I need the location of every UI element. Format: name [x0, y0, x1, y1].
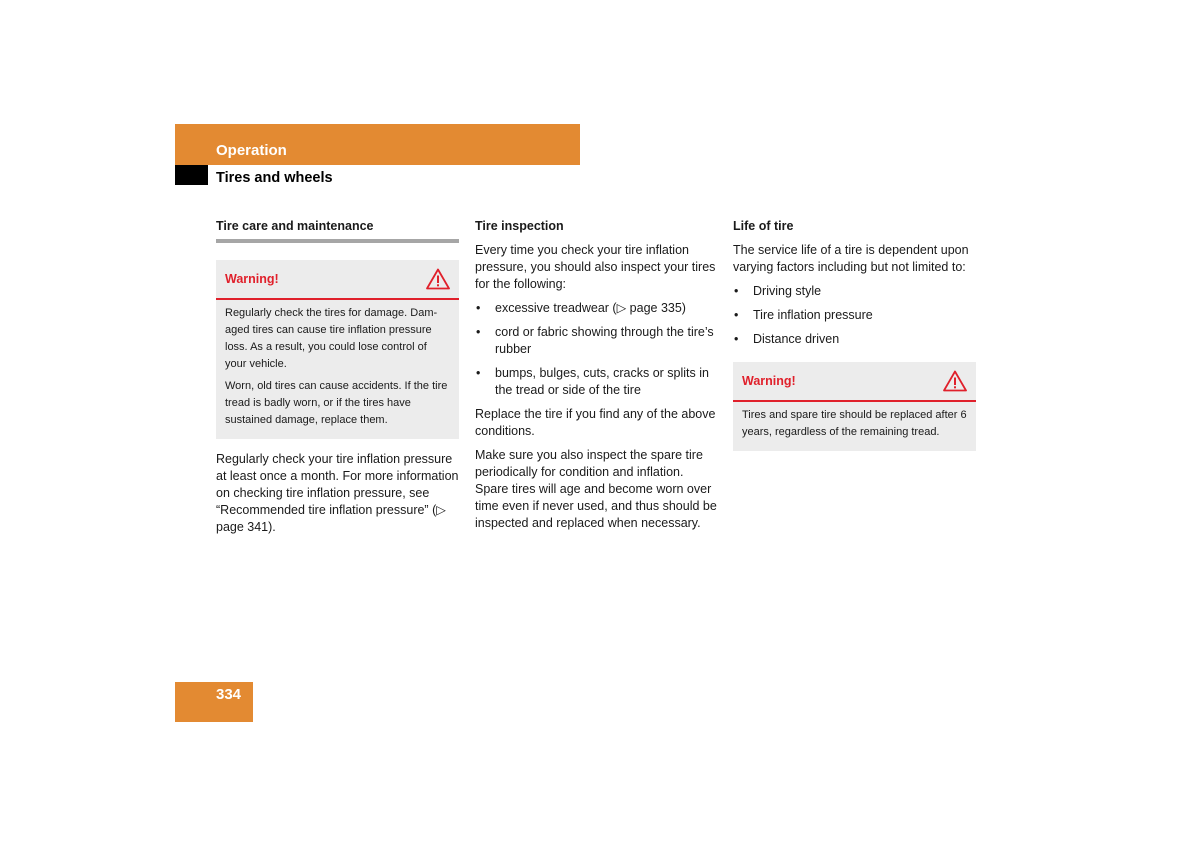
warning-paragraph: Worn, old tires can cause accidents. If the tire tread is badly worn, or if the tires have sustained damage, replace them.: [225, 380, 448, 426]
list-item: • Distance driven: [733, 331, 976, 348]
body-paragraph: Every time you check your tire inflation pressure, you should also inspect your tires for the following:: [475, 243, 716, 291]
warning-paragraph: Tires and spare tire should be replaced after 6 years, regardless of the remaining tread.: [742, 409, 967, 438]
warning-triangle-icon: [426, 268, 450, 290]
warning-header: [733, 362, 976, 402]
column-tire-inspection: [475, 218, 718, 539]
list-item: • Tire inflation pressure: [733, 307, 976, 324]
heading-tire-care: Tire care and maintenance: [216, 218, 459, 243]
warning-label: Warning!: [225, 271, 279, 286]
subsection-marker: [175, 165, 208, 185]
list-item: • cord or fabric showing through the tire’s rubber: [475, 324, 718, 358]
column-life-of-tire: [733, 218, 976, 463]
heading-life-of-tire: Life of tire: [733, 219, 794, 233]
subsection-title: Tires and wheels: [216, 170, 333, 186]
page-number: 334: [216, 686, 242, 703]
body-paragraph: The service life of a tire is dependent upon varying factors including but not limited to:: [733, 243, 969, 274]
heading-tire-inspection: Tire inspection: [475, 219, 564, 233]
warning-paragraph: Regularly check the tires for damage. Damaged tires can cause tire inflation pressure loss. As a result, you could lose control of your vehicle.: [225, 307, 438, 370]
warning-body: [216, 300, 459, 439]
list-item: • Driving style: [733, 283, 976, 300]
warning-box: [733, 362, 976, 451]
body-paragraph: Replace the tire if you find any of the above conditions.: [475, 407, 716, 438]
section-title: Operation: [216, 142, 287, 159]
inspection-list: [475, 300, 718, 399]
list-item: • bumps, bulges, cuts, cracks or splits in the tread or side of the tire: [475, 365, 718, 399]
warning-box: [216, 260, 459, 439]
warning-header: [216, 260, 459, 300]
warning-label: Warning!: [742, 373, 796, 388]
body-paragraph: Regularly check your tire inflation pressure at least once a month. For more information on checking tire inflation pressure, see “Recommended tire inflation pressure” (▷ page 341).: [216, 452, 459, 534]
warning-body: [733, 402, 976, 451]
warning-triangle-icon: [943, 370, 967, 392]
page-number-box: [175, 682, 253, 722]
list-item: • excessive treadwear (▷ page 335): [475, 300, 718, 317]
body-paragraph: Make sure you also inspect the spare tire periodically for condition and inflation. Spare tires will age and become worn over time even if never used, and thus should be inspected and replaced when necessary.: [475, 448, 717, 530]
factors-list: [733, 283, 976, 348]
column-tire-care: [216, 218, 459, 543]
